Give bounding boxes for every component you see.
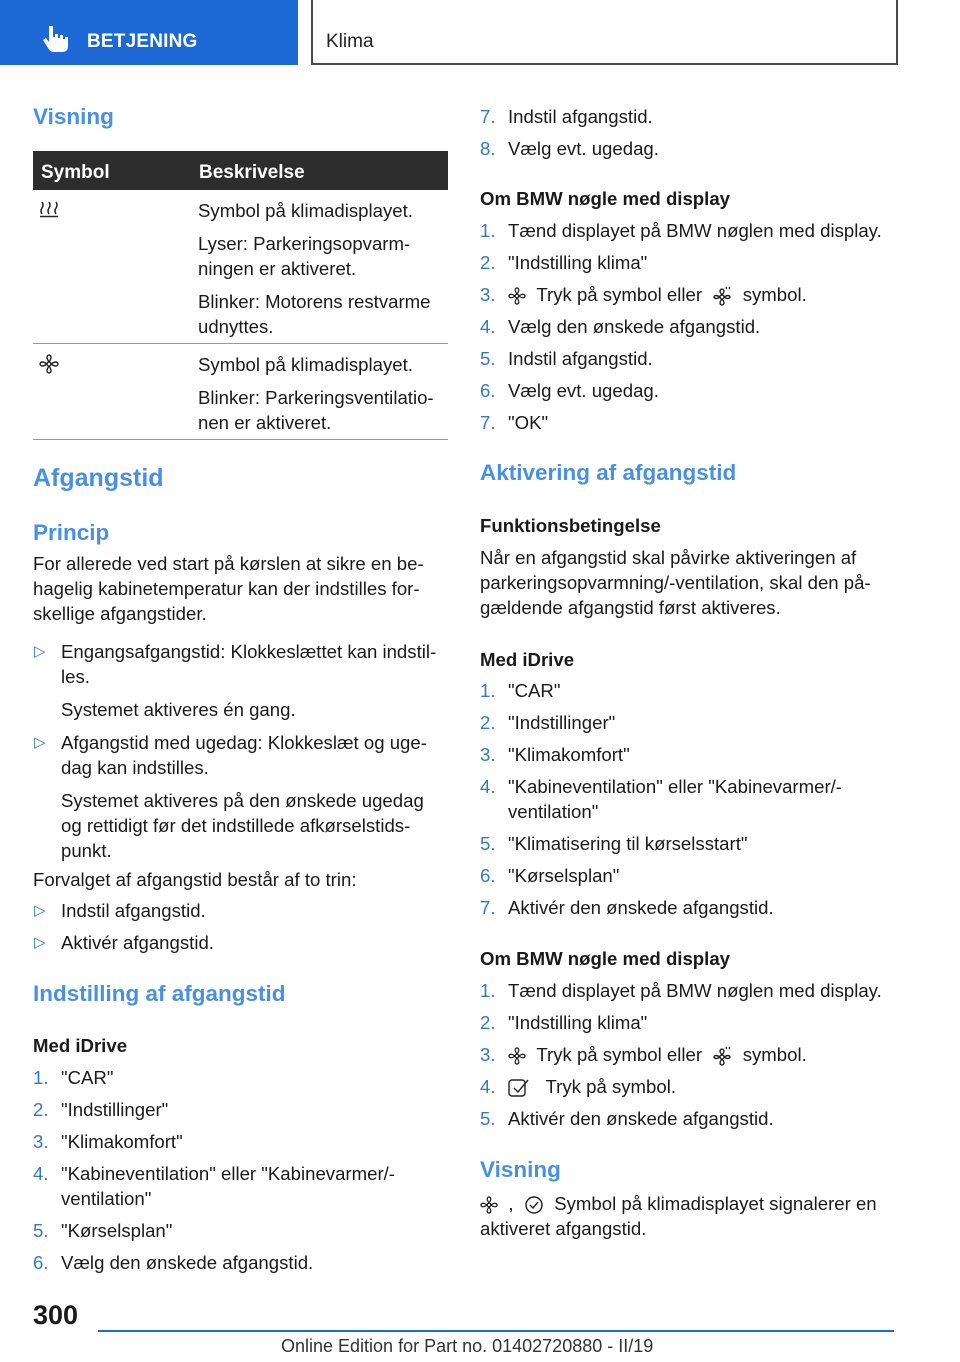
step-number: 7. <box>480 106 496 127</box>
triangle-bullet-icon: ▷ <box>34 902 46 919</box>
step-number: 7. <box>480 897 496 918</box>
section-heading: Aktivering af afgangstid <box>480 460 737 485</box>
list-item <box>33 1129 448 1154</box>
step-number: 1. <box>33 1067 49 1088</box>
list-item <box>33 930 448 955</box>
paragraph-line: For allerede ved start på kørslen at sikre en be- <box>33 553 424 574</box>
step-number: 1. <box>480 980 496 1001</box>
step-number: 7. <box>480 412 496 433</box>
page-number: 300 <box>33 1300 79 1330</box>
step-text: "Kørselsplan" <box>61 1220 173 1241</box>
step-text: Tænd displayet på BMW nøglen med display. <box>508 980 882 1001</box>
step-number: 8. <box>480 138 496 159</box>
step-text: "Klimakomfort" <box>508 744 630 765</box>
bullet-line: Afgangstid med ugedag: Klokkeslæt og uge- <box>61 732 427 753</box>
list-item <box>480 831 910 856</box>
step-number: 5. <box>33 1220 49 1241</box>
desc-line: nen er aktiveret. <box>198 412 332 433</box>
ventilation-fan-icon <box>39 354 59 374</box>
step-text: ventilation" <box>61 1188 152 1209</box>
bullet-line: dag kan indstilles. <box>61 757 209 778</box>
bullet-list <box>33 639 448 863</box>
step-number: 5. <box>480 348 496 369</box>
heating-waves-icon <box>39 200 59 218</box>
triangle-bullet-icon: ▷ <box>34 934 46 951</box>
step-text: "Klimatisering til kørselsstart" <box>508 833 748 854</box>
step-text: Aktivér den ønskede afgangstid. <box>508 897 774 918</box>
list-item <box>33 1250 448 1275</box>
subheading: Om BMW nøgle med display <box>480 188 731 209</box>
paragraph-line: skellige afgangstider. <box>33 603 207 624</box>
list-item <box>480 678 910 703</box>
subheading: Om BMW nøgle med display <box>480 948 731 969</box>
numbered-list <box>480 978 910 1131</box>
paragraph: Forvalget af afgangstid består af to trin: <box>33 869 357 890</box>
step-number: 4. <box>480 776 496 797</box>
list-item <box>480 978 910 1003</box>
table-divider <box>33 343 448 344</box>
bullet-line: Engangsafgangstid: Klokkeslættet kan indstil- <box>61 641 437 662</box>
hand-pointer-icon <box>40 24 70 54</box>
checkbox-confirm-icon <box>508 1078 530 1098</box>
list-item <box>480 250 910 275</box>
step-number: 3. <box>480 1044 496 1065</box>
step-number: 3. <box>480 744 496 765</box>
numbered-list <box>480 678 910 920</box>
triangle-bullet-icon: ▷ <box>34 734 46 751</box>
step-text: Indstil afgangstid. <box>508 106 653 127</box>
ventilation-fan-icon <box>508 1047 526 1065</box>
visning-paragraph <box>480 1191 910 1241</box>
step-text: "Kabineventilation" eller "Kabinevarmer/- <box>61 1163 395 1184</box>
numbered-list <box>480 104 910 161</box>
table-row-desc <box>198 352 448 435</box>
chapter-header <box>311 0 898 65</box>
step-number: 6. <box>480 865 496 886</box>
list-item <box>480 314 910 339</box>
step-number: 6. <box>33 1252 49 1273</box>
step-text: ventilation" <box>508 801 599 822</box>
list-item <box>480 742 910 767</box>
step-number: 3. <box>480 284 496 305</box>
step-text: Tryk på symbol eller <box>536 284 703 305</box>
desc-line: udnyttes. <box>198 316 274 337</box>
desc-line: Blinker: Motorens restvarme <box>198 291 431 312</box>
step-text: "Indstillinger" <box>61 1099 169 1120</box>
paragraph-line: aktiveret afgangstid. <box>480 1218 647 1239</box>
step-text: Vælg den ønskede afgangstid. <box>508 316 761 337</box>
list-item <box>480 1074 910 1099</box>
step-number: 2. <box>480 252 496 273</box>
step-text-with-icons <box>508 282 910 307</box>
list-item <box>480 346 910 371</box>
list-item <box>480 378 910 403</box>
edition-label: Online Edition for Part no. 01402720880 - II/19 <box>281 1336 654 1356</box>
ventilation-fan-icon <box>480 1196 498 1214</box>
paragraph-line: Når en afgangstid skal påvirke aktiveringen af <box>480 547 857 568</box>
step-text: "CAR" <box>508 680 561 701</box>
step-text: Indstil afgangstid. <box>508 348 653 369</box>
table-row-desc <box>198 198 448 339</box>
list-item <box>480 1042 910 1067</box>
list-item <box>480 104 910 129</box>
step-number: 6. <box>480 380 496 401</box>
step-text: symbol. <box>742 1044 807 1065</box>
step-number: 4. <box>480 1076 496 1097</box>
list-item <box>480 136 910 161</box>
step-number: 1. <box>480 220 496 241</box>
desc-line: Symbol på klimadisplayet. <box>198 354 413 375</box>
paragraph-line-with-icons <box>480 1191 910 1216</box>
subheading: Funktionsbetingelse <box>480 515 661 536</box>
step-text: Vælg den ønskede afgangstid. <box>61 1252 314 1273</box>
bullet-list <box>33 898 448 955</box>
desc-line: Lyser: Parkeringsopvarm- <box>198 233 411 254</box>
step-text-with-icons <box>508 1074 910 1099</box>
section-label: BETJENING <box>87 31 198 52</box>
step-text: "Kørselsplan" <box>508 865 620 886</box>
list-item <box>480 410 910 435</box>
section-heading: Visning <box>33 104 114 129</box>
list-item <box>33 1097 448 1122</box>
numbered-list <box>480 218 910 435</box>
bullet-subline: Systemet aktiveres én gang. <box>61 699 296 720</box>
footer-divider <box>98 1330 894 1332</box>
step-text: Vælg evt. ugedag. <box>508 138 659 159</box>
paragraph-line: parkeringsopvarmning/-ventilation, skal den på- <box>480 572 871 593</box>
subheading: Med iDrive <box>480 649 575 670</box>
section-heading: Afgangstid <box>33 464 164 492</box>
list-item <box>33 1065 448 1090</box>
list-item <box>480 282 910 307</box>
step-text: "OK" <box>508 412 549 433</box>
list-item <box>33 898 448 923</box>
ventilation-fan-icon <box>508 287 526 305</box>
step-number: 5. <box>480 1108 496 1129</box>
triangle-bullet-icon: ▷ <box>34 643 46 660</box>
section-heading: Indstilling af afgangstid <box>33 981 286 1006</box>
subsection-heading: Princip <box>33 520 110 545</box>
list-item <box>480 1010 910 1035</box>
step-text: Tænd displayet på BMW nøglen med display. <box>508 220 882 241</box>
table-col-symbol: Symbol <box>41 162 110 183</box>
subheading: Med iDrive <box>33 1035 128 1056</box>
bullet-line: les. <box>61 666 90 687</box>
desc-line: Symbol på klimadisplayet. <box>198 200 413 221</box>
bullet-subline: punkt. <box>61 840 112 861</box>
funktion-paragraph <box>480 545 910 620</box>
step-number: 2. <box>480 712 496 733</box>
list-item <box>33 1218 448 1243</box>
heated-fan-icon <box>712 286 732 306</box>
table-col-description: Beskrivelse <box>199 162 305 183</box>
list-item <box>480 863 910 888</box>
step-text: Aktivér den ønskede afgangstid. <box>508 1108 774 1129</box>
step-text: "Kabineventilation" eller "Kabinevarmer/- <box>508 776 842 797</box>
desc-line: Blinker: Parkeringsventilatio- <box>198 387 434 408</box>
step-text: "CAR" <box>61 1067 114 1088</box>
separator-text: , <box>508 1193 514 1214</box>
list-item <box>33 639 448 722</box>
step-text: Tryk på symbol. <box>545 1076 677 1097</box>
step-number: 4. <box>33 1163 49 1184</box>
step-number: 2. <box>480 1012 496 1033</box>
chapter-label: Klima <box>326 31 374 52</box>
step-number: 5. <box>480 833 496 854</box>
bullet-subline: Systemet aktiveres på den ønskede ugedag <box>61 790 424 811</box>
bullet-subline: og rettidigt før det indstillede afkørselstids- <box>61 815 411 836</box>
section-heading: Visning <box>480 1157 561 1182</box>
step-text: Tryk på symbol eller <box>536 1044 703 1065</box>
step-text: "Indstilling klima" <box>508 1012 648 1033</box>
bullet-line: Indstil afgangstid. <box>61 900 206 921</box>
step-text: symbol. <box>742 284 807 305</box>
heated-fan-icon <box>712 1046 732 1066</box>
paragraph-line: Symbol på klimadisplayet signalerer en <box>554 1193 877 1214</box>
numbered-list <box>33 1065 448 1275</box>
paragraph-line: hagelig kabinetemperatur kan der indstilles for- <box>33 578 420 599</box>
list-item <box>480 710 910 735</box>
princip-paragraph <box>33 551 448 626</box>
step-number: 4. <box>480 316 496 337</box>
section-tab[interactable] <box>0 0 298 65</box>
bullet-line: Aktivér afgangstid. <box>61 932 214 953</box>
table-header <box>33 151 448 190</box>
step-text: Vælg evt. ugedag. <box>508 380 659 401</box>
list-item <box>480 774 910 824</box>
list-item <box>33 730 448 863</box>
step-number: 1. <box>480 680 496 701</box>
step-number: 2. <box>33 1099 49 1120</box>
list-item <box>33 1161 448 1211</box>
list-item <box>480 218 910 243</box>
step-text: "Indstillinger" <box>508 712 616 733</box>
list-item <box>480 1106 910 1131</box>
list-item <box>480 895 910 920</box>
paragraph-line: gældende afgangstid først aktiveres. <box>480 597 781 618</box>
desc-line: ningen er aktiveret. <box>198 258 357 279</box>
step-text: "Indstilling klima" <box>508 252 648 273</box>
table-divider <box>33 439 448 440</box>
step-text: "Klimakomfort" <box>61 1131 183 1152</box>
step-text-with-icons <box>508 1042 910 1067</box>
clock-check-icon <box>524 1195 544 1215</box>
step-number: 3. <box>33 1131 49 1152</box>
